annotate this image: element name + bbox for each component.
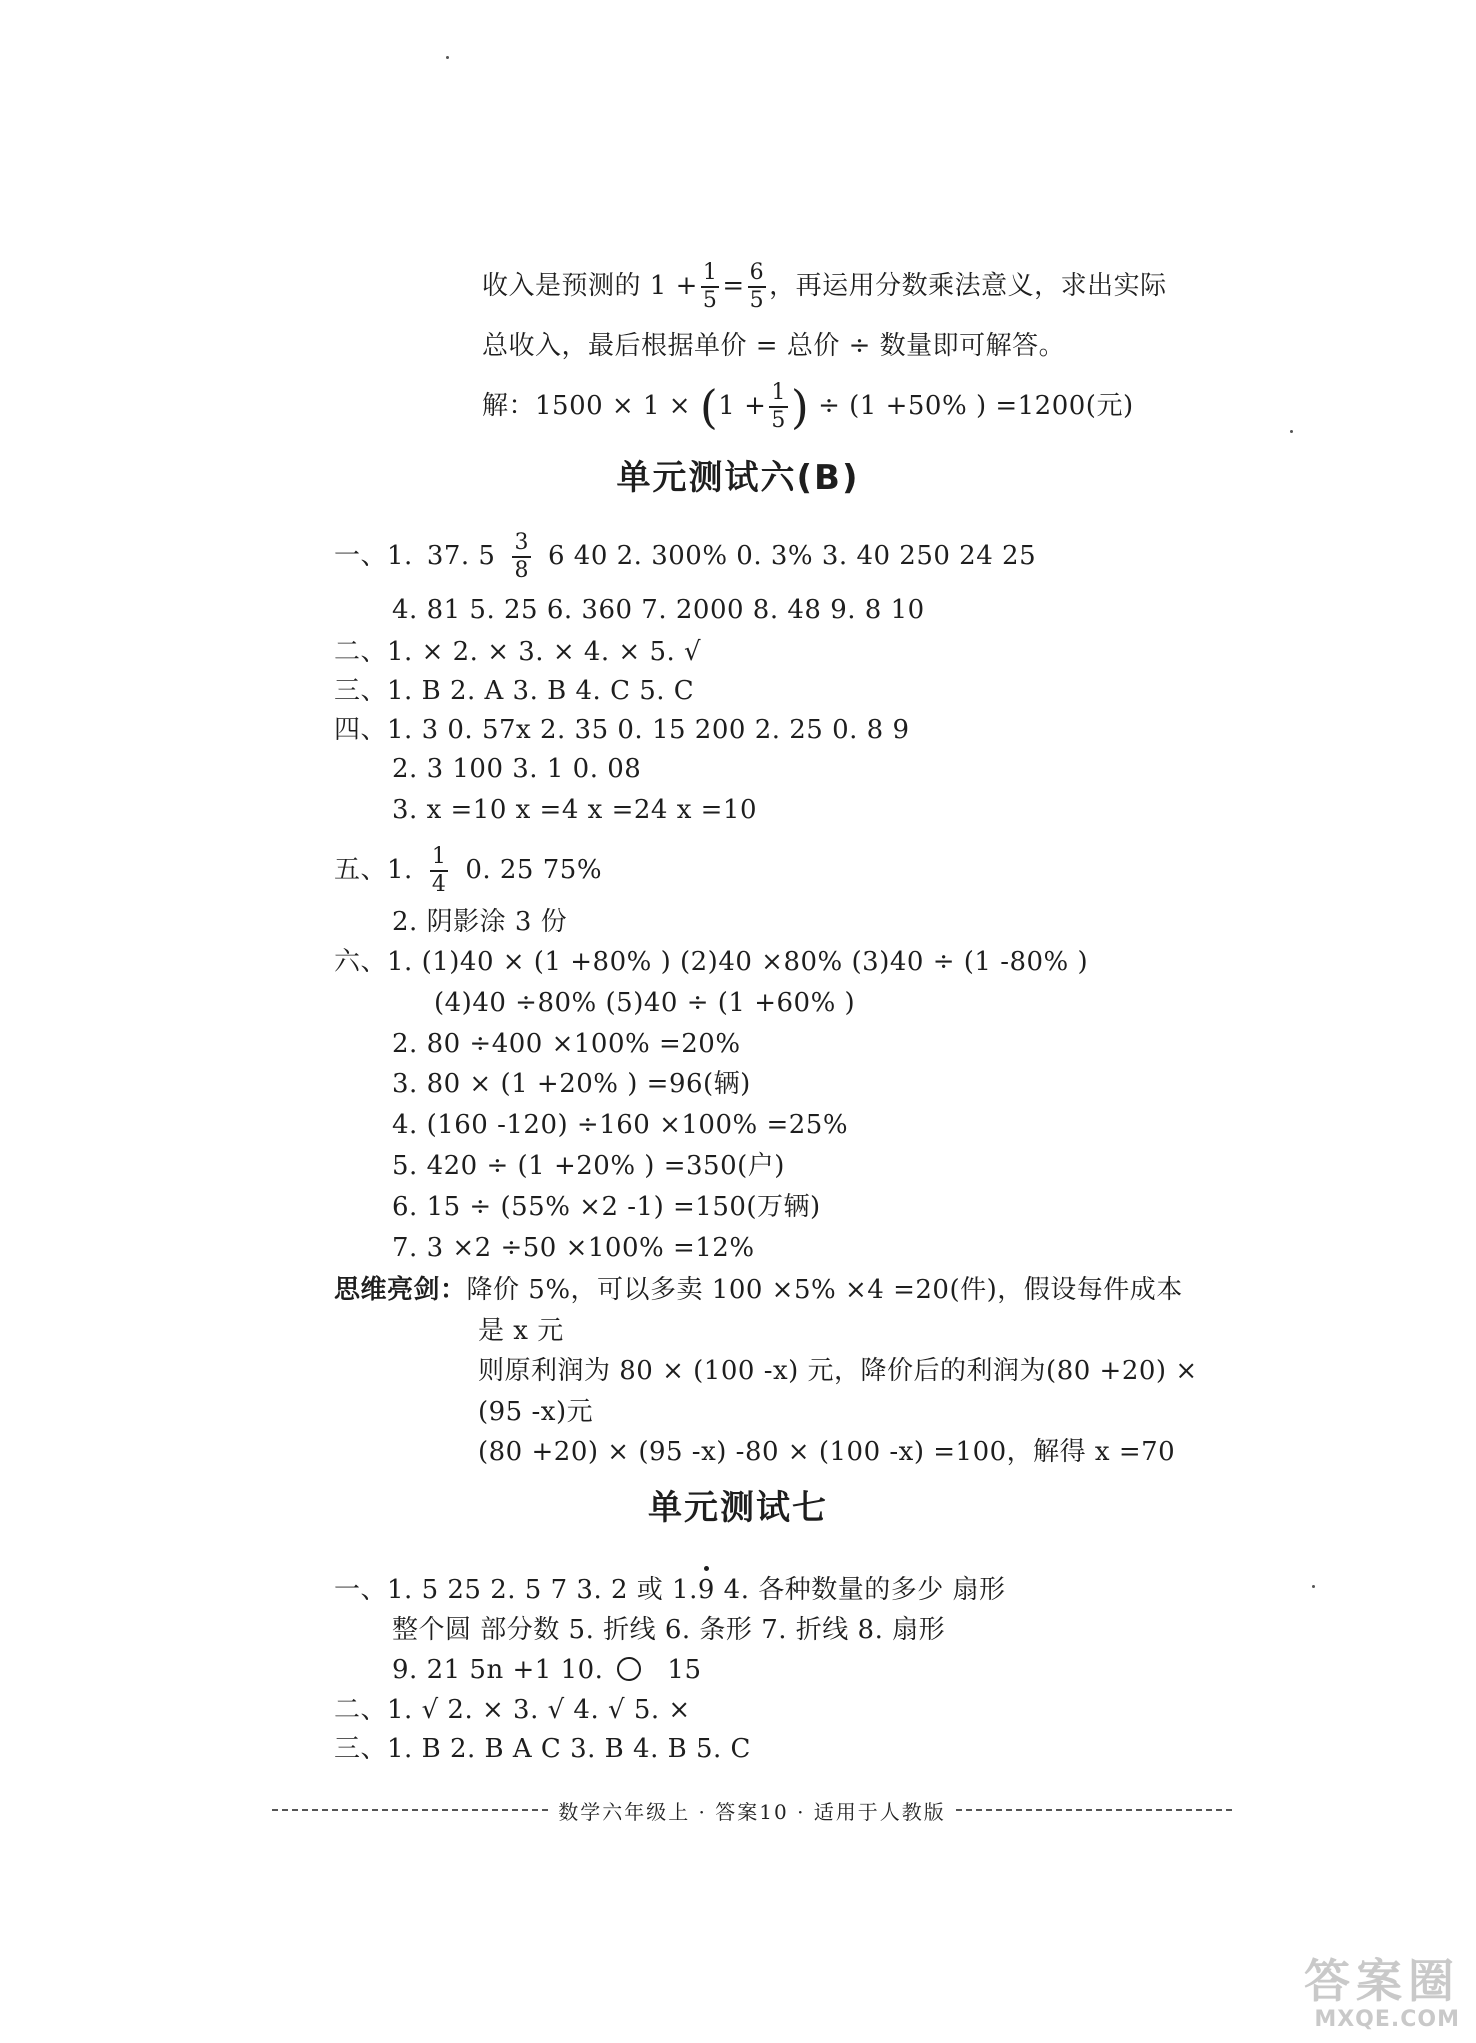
test6b-part1-line1: 一、1. 37. 5 $\frac{3}{8}$ 6 40 2. 300% 0. 3% 3. 40 250 24 25 — [334, 530, 1037, 583]
section-title-test-6b: 单元测试六(B) — [616, 458, 860, 498]
thinking-challenge-line5: (80 +20) × (95 -x) -80 × (100 -x) =100，解得 x =70 — [478, 1437, 1176, 1467]
test6b-part3: 三、1. B 2. A 3. B 4. C 5. C — [334, 676, 695, 706]
repeating-decimal-digit: 9 — [698, 1572, 715, 1608]
fraction-three-eighths: $\frac{3}{8}$ — [514, 530, 529, 583]
scan-speck — [446, 56, 449, 59]
test6b-part6-line1b: (4)40 ÷80% (5)40 ÷ (1 +60% ) — [434, 988, 856, 1018]
fraction-one-fifth-b: $\frac{1}{5}$ — [771, 380, 786, 433]
test6b-part4-line3: 3. x =10 x =4 x =24 x =10 — [392, 795, 758, 825]
footer-divider-left — [272, 1809, 548, 1811]
test7-part1-line1: 一、1. 5 25 2. 5 7 3. 2 或 1.9 4. 各种数量的多少 扇形 — [334, 1572, 1006, 1608]
test7-part3: 三、1. B 2. B A C 3. B 4. B 5. C — [334, 1734, 751, 1764]
test6b-part5-line2: 2. 阴影涂 3 份 — [392, 907, 568, 937]
page-footer — [272, 1790, 1232, 1830]
section-title-test-7: 单元测试七 — [648, 1488, 828, 1528]
thinking-challenge-line3: 则原利润为 80 × (100 -x) 元，降价后的利润为(80 +20) × — [478, 1356, 1198, 1386]
thinking-challenge-line2: 是 x 元 — [478, 1316, 564, 1346]
footer-divider-right — [956, 1809, 1232, 1811]
test6b-part6-item3: 3. 80 × (1 +20% ) =96(辆) — [392, 1069, 751, 1099]
intro-solution: 解：1500 × 1 × (1 + $\frac{1}{5}$ ) ÷ (1 +50% ) =1200(元) — [482, 380, 1134, 434]
fraction-one-fourth: $\frac{1}{4}$ — [431, 844, 447, 897]
scan-speck — [1290, 430, 1293, 433]
test6b-part6-line1: 六、1. (1)40 × (1 +80% ) (2)40 ×80% (3)40 ÷ (1 -80% ) — [334, 947, 1089, 977]
test7-part2: 二、1. √ 2. × 3. √ 4. √ 5. × — [334, 1695, 691, 1725]
fraction-six-fifths: $\frac{6}{5}$ — [749, 260, 765, 313]
test7-part1-line2: 整个圆 部分数 5. 折线 6. 条形 7. 折线 8. 扇形 — [392, 1615, 946, 1645]
test6b-part6-item7: 7. 3 ×2 ÷50 ×100% =12% — [392, 1233, 755, 1263]
test6b-part5-line1: 五、1. $\frac{1}{4}$ 0. 25 75% — [334, 844, 603, 897]
test6b-part6-item2: 2. 80 ÷400 ×100% =20% — [392, 1029, 741, 1059]
test6b-part6-item5: 5. 420 ÷ (1 +20% ) =350(户) — [392, 1151, 785, 1181]
test6b-part6-item6: 6. 15 ÷ (55% ×2 -1) =150(万辆) — [392, 1192, 821, 1222]
scan-speck — [1312, 1585, 1315, 1588]
thinking-challenge-line4: (95 -x)元 — [478, 1397, 594, 1427]
test6b-part2: 二、1. × 2. × 3. × 4. × 5. √ — [334, 637, 702, 667]
intro-line-1: 收入是预测的 1 + $\frac{1}{5}$ = $\frac{6}{5}$ ，再运用分数乘法意义，求出实际 — [482, 260, 1167, 313]
fraction-one-fifth: $\frac{1}{5}$ — [702, 260, 718, 313]
footer-text: 数学六年级上 · 答案10 · 适用于人教版 — [558, 1799, 946, 1824]
test6b-part4-line1: 四、1. 3 0. 57x 2. 35 0. 15 200 2. 25 0. 8 9 — [334, 715, 910, 745]
intro-line-2: 总收入，最后根据单价 = 总价 ÷ 数量即可解答。 — [482, 331, 1066, 361]
thinking-challenge-label: 思维亮剑： — [334, 1275, 467, 1305]
circle-shape-icon — [617, 1657, 641, 1681]
thinking-challenge-line1: 思维亮剑：降价 5%，可以多卖 100 ×5% ×4 =20(件)，假设每件成本 — [334, 1275, 1183, 1305]
watermark-logo: 答案圈 MXQE.COM — [1304, 1954, 1460, 2032]
test7-part1-line3: 9. 21 5n +1 10. 15 — [392, 1655, 702, 1685]
test6b-part1-line2: 4. 81 5. 25 6. 360 7. 2000 8. 48 9. 8 10 — [392, 595, 925, 625]
test6b-part6-item4: 4. (160 -120) ÷160 ×100% =25% — [392, 1110, 849, 1140]
test6b-part4-line2: 2. 3 100 3. 1 0. 08 — [392, 754, 642, 784]
